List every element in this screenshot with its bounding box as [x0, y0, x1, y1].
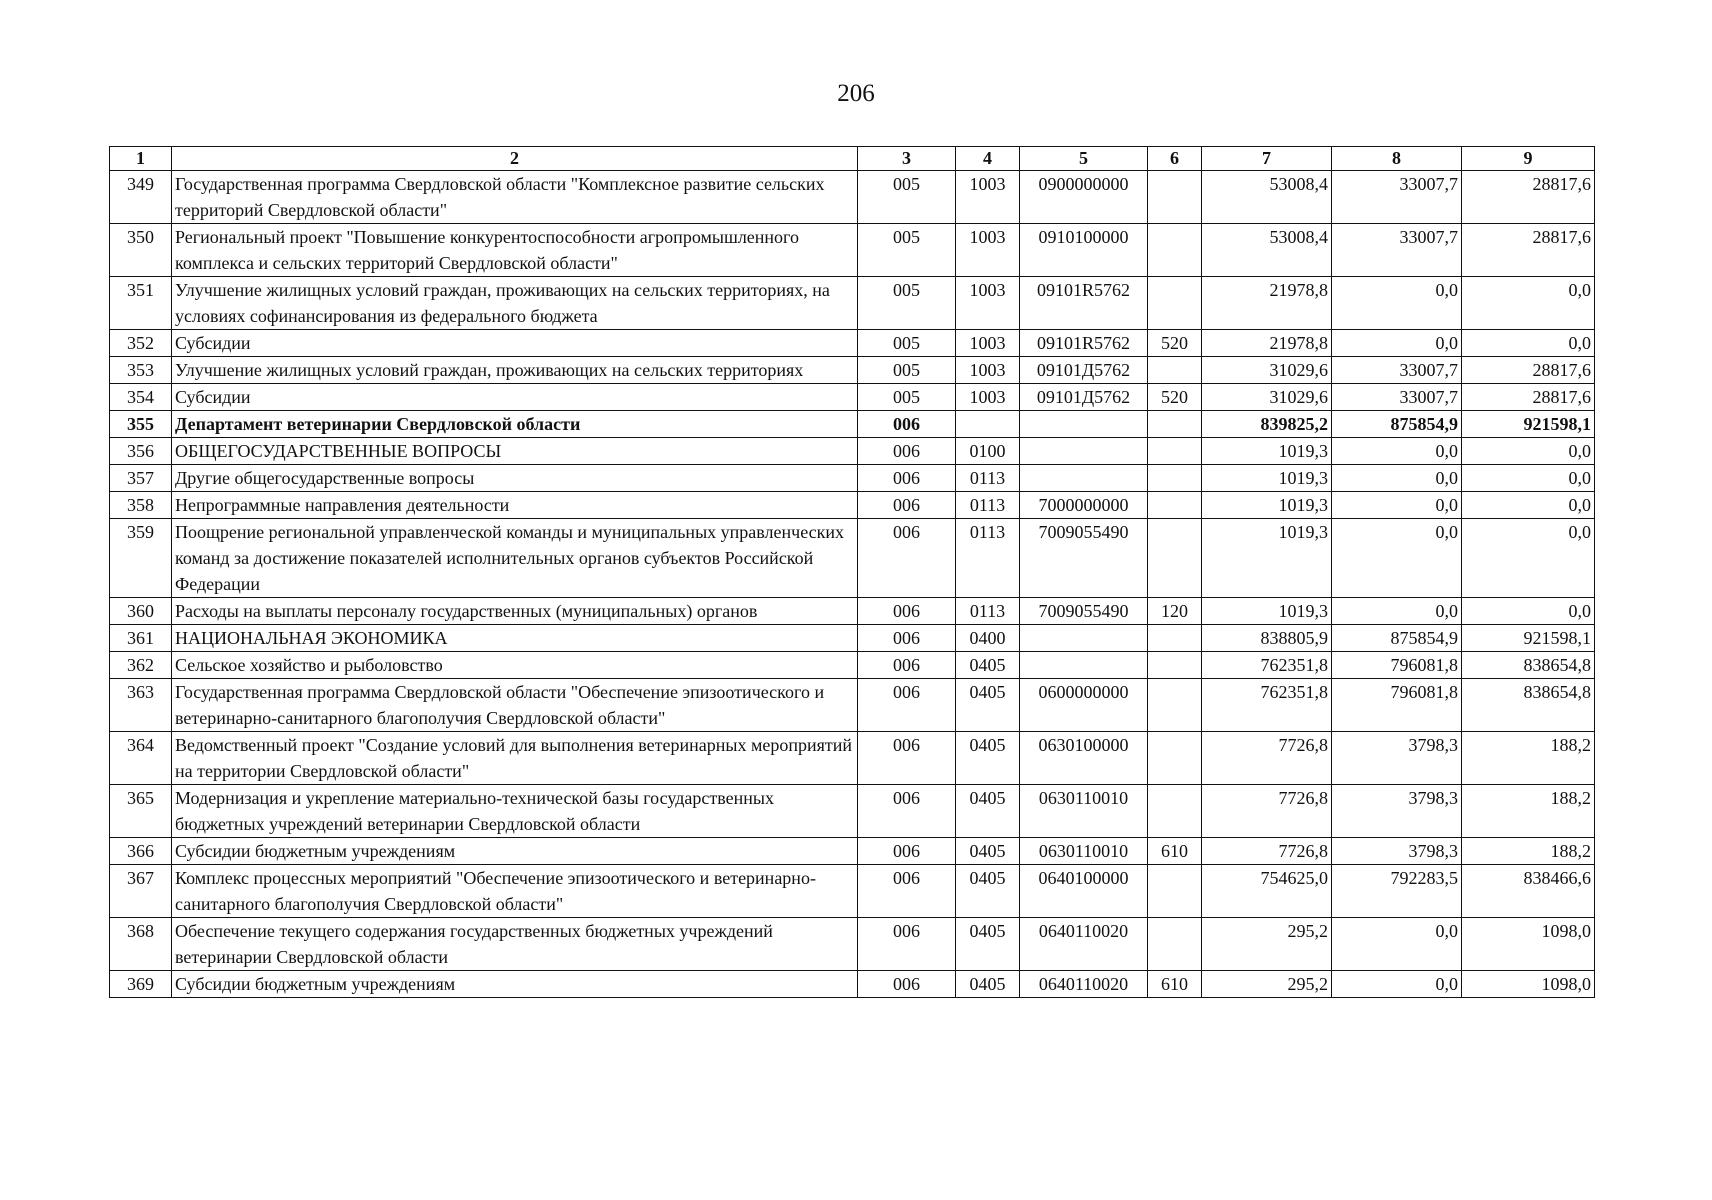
table-row	[110, 971, 1595, 998]
row-number: 367	[110, 865, 172, 918]
row-code-5: 0900000000	[1020, 171, 1148, 224]
table-row	[110, 732, 1595, 785]
row-code-6: 520	[1148, 330, 1202, 357]
row-code-5: 0910100000	[1020, 224, 1148, 277]
row-value-9: 0,0	[1462, 330, 1595, 357]
row-number: 362	[110, 652, 172, 679]
row-code-4: 1003	[956, 277, 1020, 330]
row-code-4: 0405	[956, 732, 1020, 785]
row-code-6	[1148, 465, 1202, 492]
table-row	[110, 330, 1595, 357]
row-code-4: 0405	[956, 838, 1020, 865]
table-row	[110, 625, 1595, 652]
row-code-4: 0113	[956, 598, 1020, 625]
row-value-7: 839825,2	[1202, 411, 1332, 438]
row-number: 357	[110, 465, 172, 492]
row-number: 361	[110, 625, 172, 652]
row-value-8: 33007,7	[1332, 224, 1462, 277]
table-row	[110, 838, 1595, 865]
row-name: Субсидии	[172, 330, 858, 357]
row-code-6: 610	[1148, 971, 1202, 998]
row-name: Ведомственный проект "Создание условий для выполнения ветеринарных мероприятий на территории Свердловской области"	[172, 732, 858, 785]
row-code-3: 006	[858, 865, 956, 918]
row-value-8: 0,0	[1332, 330, 1462, 357]
table-row	[110, 492, 1595, 519]
row-number: 368	[110, 918, 172, 971]
budget-table	[109, 146, 1595, 998]
row-value-8: 33007,7	[1332, 357, 1462, 384]
row-code-5: 7009055490	[1020, 519, 1148, 598]
row-value-8: 0,0	[1332, 918, 1462, 971]
row-value-8: 875854,9	[1332, 625, 1462, 652]
row-code-6: 520	[1148, 384, 1202, 411]
row-value-9: 0,0	[1462, 519, 1595, 598]
row-value-7: 53008,4	[1202, 171, 1332, 224]
row-code-5	[1020, 625, 1148, 652]
row-code-3: 005	[858, 330, 956, 357]
header-col-3: 3	[858, 147, 956, 171]
row-name: ОБЩЕГОСУДАРСТВЕННЫЕ ВОПРОСЫ	[172, 438, 858, 465]
row-code-6	[1148, 492, 1202, 519]
row-number: 351	[110, 277, 172, 330]
table-row	[110, 224, 1595, 277]
row-code-4: 0405	[956, 971, 1020, 998]
row-code-5: 0600000000	[1020, 679, 1148, 732]
row-number: 366	[110, 838, 172, 865]
row-value-8: 0,0	[1332, 598, 1462, 625]
row-code-5: 0640110020	[1020, 971, 1148, 998]
page-number: 206	[837, 80, 875, 107]
row-code-3: 006	[858, 785, 956, 838]
row-code-6	[1148, 865, 1202, 918]
row-code-3: 006	[858, 519, 956, 598]
row-number: 349	[110, 171, 172, 224]
row-name: Субсидии	[172, 384, 858, 411]
row-value-8: 796081,8	[1332, 652, 1462, 679]
row-number: 369	[110, 971, 172, 998]
header-col-7: 7	[1202, 147, 1332, 171]
row-value-9: 0,0	[1462, 438, 1595, 465]
row-code-3: 006	[858, 465, 956, 492]
row-value-8: 0,0	[1332, 519, 1462, 598]
row-code-4: 0405	[956, 679, 1020, 732]
row-value-8: 3798,3	[1332, 785, 1462, 838]
row-name: Поощрение региональной управленческой команды и муниципальных управленческих команд за достижение показателей исполнительных органов субъектов Российской Федерации	[172, 519, 858, 598]
row-code-6: 610	[1148, 838, 1202, 865]
row-value-9: 921598,1	[1462, 625, 1595, 652]
row-code-3: 005	[858, 384, 956, 411]
header-col-5: 5	[1020, 147, 1148, 171]
row-name: Сельское хозяйство и рыболовство	[172, 652, 858, 679]
row-code-6	[1148, 357, 1202, 384]
row-value-7: 7726,8	[1202, 732, 1332, 785]
row-value-7: 21978,8	[1202, 330, 1332, 357]
row-code-5: 7000000000	[1020, 492, 1148, 519]
row-value-7: 838805,9	[1202, 625, 1332, 652]
row-value-7: 754625,0	[1202, 865, 1332, 918]
row-code-6	[1148, 411, 1202, 438]
row-value-7: 7726,8	[1202, 838, 1332, 865]
row-code-4: 0400	[956, 625, 1020, 652]
table-row	[110, 865, 1595, 918]
table-row	[110, 438, 1595, 465]
row-name: Региональный проект "Повышение конкурентоспособности агропромышленного комплекса и сельских территорий Свердловской области"	[172, 224, 858, 277]
row-value-9: 188,2	[1462, 838, 1595, 865]
row-code-6	[1148, 679, 1202, 732]
row-number: 365	[110, 785, 172, 838]
row-code-5	[1020, 652, 1148, 679]
row-value-7: 1019,3	[1202, 598, 1332, 625]
row-value-7: 295,2	[1202, 971, 1332, 998]
row-code-5: 09101Д5762	[1020, 384, 1148, 411]
row-value-8: 792283,5	[1332, 865, 1462, 918]
row-code-6	[1148, 785, 1202, 838]
table-row	[110, 519, 1595, 598]
row-number: 363	[110, 679, 172, 732]
row-number: 354	[110, 384, 172, 411]
row-code-3: 006	[858, 918, 956, 971]
row-code-5: 0630100000	[1020, 732, 1148, 785]
row-value-7: 295,2	[1202, 918, 1332, 971]
row-code-4: 1003	[956, 357, 1020, 384]
row-code-4: 1003	[956, 330, 1020, 357]
row-name: Государственная программа Свердловской области "Комплексное развитие сельских территорий Свердловской области"	[172, 171, 858, 224]
row-value-7: 31029,6	[1202, 357, 1332, 384]
row-value-8: 33007,7	[1332, 171, 1462, 224]
row-number: 355	[110, 411, 172, 438]
table-row	[110, 652, 1595, 679]
row-code-4: 0405	[956, 865, 1020, 918]
row-code-5: 0640110020	[1020, 918, 1148, 971]
row-value-7: 53008,4	[1202, 224, 1332, 277]
table-row	[110, 171, 1595, 224]
header-col-9: 9	[1462, 147, 1595, 171]
row-code-6	[1148, 918, 1202, 971]
row-value-9: 188,2	[1462, 732, 1595, 785]
row-code-6	[1148, 171, 1202, 224]
row-code-4: 0405	[956, 652, 1020, 679]
row-number: 364	[110, 732, 172, 785]
row-code-5	[1020, 465, 1148, 492]
row-name: Улучшение жилищных условий граждан, проживающих на сельских территориях	[172, 357, 858, 384]
table-row	[110, 411, 1595, 438]
row-name: Комплекс процессных мероприятий "Обеспечение эпизоотического и ветеринарно-санитарного благополучия Свердловской области"	[172, 865, 858, 918]
table-row	[110, 679, 1595, 732]
table-row	[110, 918, 1595, 971]
row-value-9: 838466,6	[1462, 865, 1595, 918]
row-value-7: 762351,8	[1202, 679, 1332, 732]
row-code-3: 006	[858, 679, 956, 732]
row-code-4: 0100	[956, 438, 1020, 465]
row-code-3: 006	[858, 625, 956, 652]
row-code-3: 006	[858, 492, 956, 519]
row-code-6	[1148, 438, 1202, 465]
row-name: Модернизация и укрепление материально-технической базы государственных бюджетных учреждений ветеринарии Свердловской области	[172, 785, 858, 838]
row-name: Государственная программа Свердловской области "Обеспечение эпизоотического и ветеринарно-санитарного благополучия Свердловской области"	[172, 679, 858, 732]
row-number: 358	[110, 492, 172, 519]
row-name: Другие общегосударственные вопросы	[172, 465, 858, 492]
row-code-5: 09101Д5762	[1020, 357, 1148, 384]
row-code-6	[1148, 652, 1202, 679]
row-code-4: 1003	[956, 171, 1020, 224]
table-row	[110, 384, 1595, 411]
row-code-5: 09101R5762	[1020, 277, 1148, 330]
row-code-4: 1003	[956, 224, 1020, 277]
row-value-8: 33007,7	[1332, 384, 1462, 411]
row-value-9: 28817,6	[1462, 357, 1595, 384]
row-code-5: 0640100000	[1020, 865, 1148, 918]
row-value-9: 0,0	[1462, 465, 1595, 492]
row-name: Субсидии бюджетным учреждениям	[172, 838, 858, 865]
row-code-6	[1148, 224, 1202, 277]
table-header-row	[110, 147, 1595, 171]
table-row	[110, 357, 1595, 384]
row-number: 352	[110, 330, 172, 357]
header-col-4: 4	[956, 147, 1020, 171]
row-name: Субсидии бюджетным учреждениям	[172, 971, 858, 998]
row-value-8: 0,0	[1332, 492, 1462, 519]
row-code-4: 0405	[956, 918, 1020, 971]
row-value-8: 3798,3	[1332, 838, 1462, 865]
header-col-1: 1	[110, 147, 172, 171]
header-col-2: 2	[172, 147, 858, 171]
row-code-5: 0630110010	[1020, 838, 1148, 865]
row-value-7: 7726,8	[1202, 785, 1332, 838]
row-code-3: 006	[858, 732, 956, 785]
row-value-8: 0,0	[1332, 438, 1462, 465]
row-value-9: 0,0	[1462, 598, 1595, 625]
row-value-9: 28817,6	[1462, 384, 1595, 411]
row-value-8: 796081,8	[1332, 679, 1462, 732]
row-code-3: 006	[858, 652, 956, 679]
row-code-4: 1003	[956, 384, 1020, 411]
row-code-6: 120	[1148, 598, 1202, 625]
row-value-9: 28817,6	[1462, 224, 1595, 277]
row-value-9: 1098,0	[1462, 918, 1595, 971]
row-value-7: 21978,8	[1202, 277, 1332, 330]
row-code-3: 005	[858, 357, 956, 384]
table-row	[110, 277, 1595, 330]
row-value-8: 0,0	[1332, 277, 1462, 330]
row-code-3: 006	[858, 838, 956, 865]
header-col-6: 6	[1148, 147, 1202, 171]
header-col-8: 8	[1332, 147, 1462, 171]
row-value-8: 875854,9	[1332, 411, 1462, 438]
row-code-3: 006	[858, 971, 956, 998]
row-code-3: 006	[858, 411, 956, 438]
row-value-8: 3798,3	[1332, 732, 1462, 785]
row-number: 350	[110, 224, 172, 277]
row-code-5: 0630110010	[1020, 785, 1148, 838]
row-name: Непрограммные направления деятельности	[172, 492, 858, 519]
row-number: 360	[110, 598, 172, 625]
row-code-6	[1148, 277, 1202, 330]
table-row	[110, 465, 1595, 492]
row-name: НАЦИОНАЛЬНАЯ ЭКОНОМИКА	[172, 625, 858, 652]
row-value-7: 31029,6	[1202, 384, 1332, 411]
row-value-9: 1098,0	[1462, 971, 1595, 998]
table-row	[110, 598, 1595, 625]
row-value-7: 1019,3	[1202, 519, 1332, 598]
row-name: Департамент ветеринарии Свердловской области	[172, 411, 858, 438]
row-code-4: 0405	[956, 785, 1020, 838]
row-code-3: 006	[858, 598, 956, 625]
row-value-8: 0,0	[1332, 465, 1462, 492]
row-name: Улучшение жилищных условий граждан, проживающих на сельских территориях, на условиях софинансирования из федерального бюджета	[172, 277, 858, 330]
row-value-9: 28817,6	[1462, 171, 1595, 224]
row-number: 359	[110, 519, 172, 598]
row-value-7: 762351,8	[1202, 652, 1332, 679]
row-code-3: 005	[858, 224, 956, 277]
row-value-9: 188,2	[1462, 785, 1595, 838]
row-name: Обеспечение текущего содержания государственных бюджетных учреждений ветеринарии Свердловской области	[172, 918, 858, 971]
row-value-9: 838654,8	[1462, 679, 1595, 732]
row-code-4: 0113	[956, 492, 1020, 519]
row-value-7: 1019,3	[1202, 465, 1332, 492]
row-code-3: 006	[858, 438, 956, 465]
row-code-6	[1148, 732, 1202, 785]
row-value-8: 0,0	[1332, 971, 1462, 998]
row-code-5	[1020, 438, 1148, 465]
row-code-5: 7009055490	[1020, 598, 1148, 625]
row-number: 353	[110, 357, 172, 384]
table-row	[110, 785, 1595, 838]
row-code-6	[1148, 519, 1202, 598]
row-value-9: 838654,8	[1462, 652, 1595, 679]
row-code-3: 005	[858, 277, 956, 330]
row-code-4	[956, 411, 1020, 438]
row-code-5	[1020, 411, 1148, 438]
row-value-7: 1019,3	[1202, 438, 1332, 465]
row-number: 356	[110, 438, 172, 465]
row-code-5: 09101R5762	[1020, 330, 1148, 357]
row-code-6	[1148, 625, 1202, 652]
row-value-9: 0,0	[1462, 277, 1595, 330]
row-value-9: 0,0	[1462, 492, 1595, 519]
row-name: Расходы на выплаты персоналу государственных (муниципальных) органов	[172, 598, 858, 625]
row-code-4: 0113	[956, 465, 1020, 492]
row-code-4: 0113	[956, 519, 1020, 598]
row-value-7: 1019,3	[1202, 492, 1332, 519]
row-code-3: 005	[858, 171, 956, 224]
row-value-9: 921598,1	[1462, 411, 1595, 438]
